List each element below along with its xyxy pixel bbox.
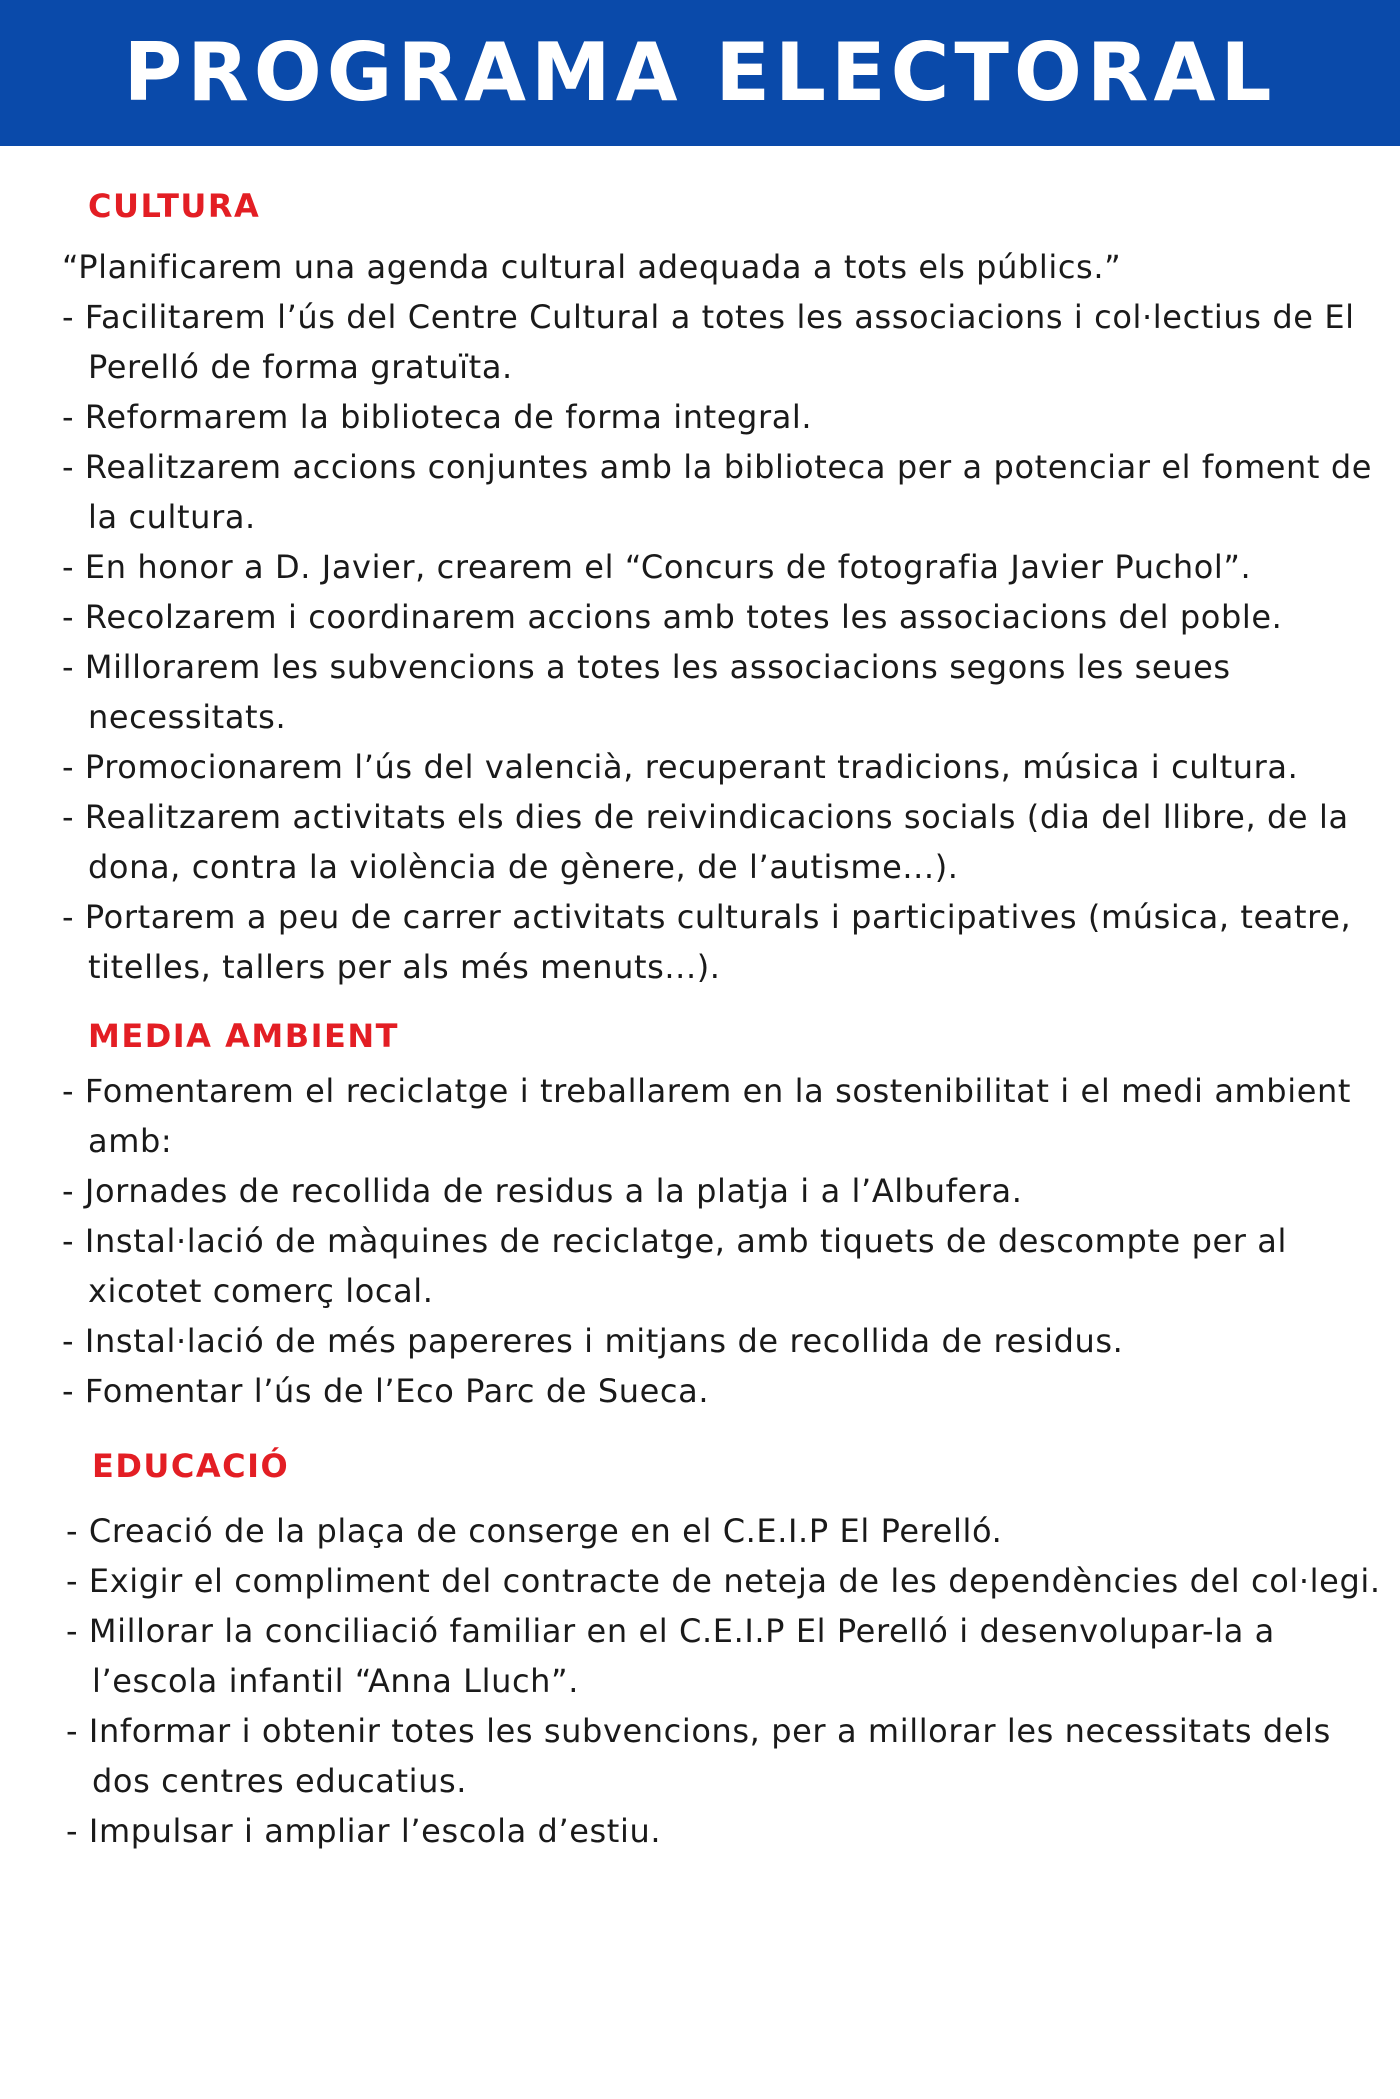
list-item: - Promocionarem l’ús del valencià, recuperant tradicions, música i cultura. [62,748,1299,786]
section-title-educacio: EDUCACIÓ [92,1447,290,1485]
list-item: - Portarem a peu de carrer activitats culturals i participatives (música, teatre, titelles, tallers per als més menuts...). [62,898,1352,986]
list-item: - Realitzarem accions conjuntes amb la biblioteca per a potenciar el foment de la cultura. [62,448,1373,536]
list-item: - Millorar la conciliació familiar en el C.E.I.P El Perelló i desenvolupar-la a l’escola infantil “Anna Lluch”. [66,1612,1275,1700]
list-item: - Informar i obtenir totes les subvencions, per a millorar les necessitats dels dos centres educatius. [66,1712,1331,1800]
list-item: - Impulsar i ampliar l’escola d’estiu. [66,1812,662,1850]
list-item: - Reformarem la biblioteca de forma integral. [62,398,813,436]
list-item: - Exigir el compliment del contracte de neteja de les dependències del col·legi. [66,1562,1381,1600]
list-item: - Fomentarem el reciclatge i treballarem en la sostenibilitat i el medi ambient amb: [62,1072,1352,1160]
section-title-media-ambient: MEDIA AMBIENT [88,1017,399,1055]
list-item: - Millorarem les subvencions a totes les associacions segons les seues necessitats. [62,648,1231,736]
list-item: - Instal·lació de més papereres i mitjans de recollida de residus. [62,1322,1124,1360]
list-item: - Instal·lació de màquines de reciclatge, amb tiquets de descompte per al xicotet comerç local. [62,1222,1288,1310]
cultura-list [62,292,1382,992]
list-item: - Fomentar l’ús de l’Eco Parc de Sueca. [62,1372,710,1410]
list-item: - Jornades de recollida de residus a la platja i a l’Albufera. [62,1172,1023,1210]
section-title-cultura: CULTURA [88,187,261,225]
media-ambient-list [62,1066,1382,1416]
header-banner [0,0,1400,146]
program-content [62,184,1382,1856]
list-item: - Recolzarem i coordinarem accions amb totes les associacions del poble. [62,598,1283,636]
cultura-quote: “Planificarem una agenda cultural adequada a tots els públics.” [62,248,1122,286]
list-item: - Facilitarem l’ús del Centre Cultural a totes les associacions i col·lectius de El Perelló de forma gratuïta. [62,298,1355,386]
educacio-list [66,1506,1382,1856]
page-title: PROGRAMA ELECTORAL [123,26,1277,119]
list-item: - En honor a D. Javier, crearem el “Concurs de fotografia Javier Puchol”. [62,548,1252,586]
list-item: - Realitzarem activitats els dies de reivindicacions socials (dia del llibre, de la dona, contra la violència de gènere, de l’autisme...). [62,798,1349,886]
list-item: - Creació de la plaça de conserge en el C.E.I.P El Perelló. [66,1512,1003,1550]
